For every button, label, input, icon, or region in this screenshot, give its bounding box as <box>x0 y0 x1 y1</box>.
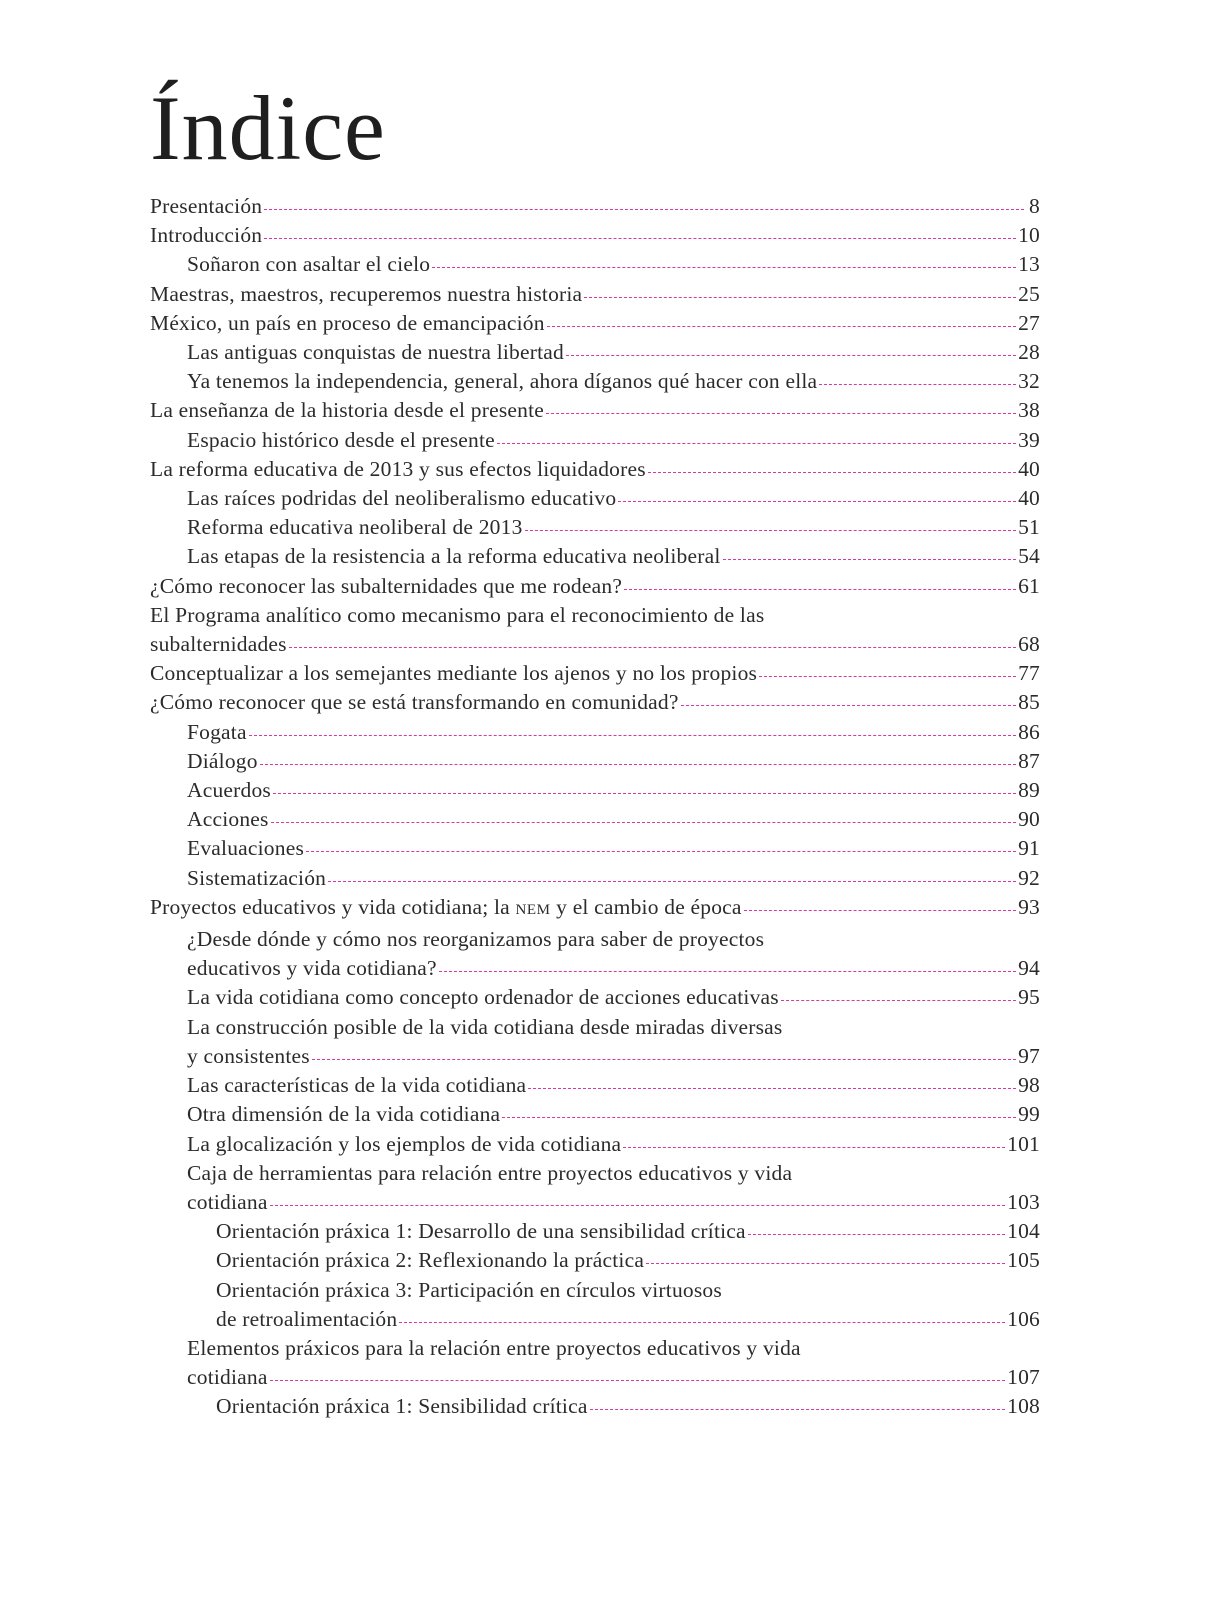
toc-page-number: 108 <box>1007 1394 1040 1419</box>
dotted-leader <box>502 1117 1016 1118</box>
toc-entry-title: Espacio histórico desde el presente <box>187 427 495 452</box>
toc-entry-row <box>187 338 1040 367</box>
toc-entry-title-line: Elementos práxicos para la relación entre proyectos educativos y vida <box>187 1335 801 1360</box>
toc-entry-row <box>216 1217 1040 1246</box>
toc-page-number: 95 <box>1018 985 1040 1010</box>
toc-entry <box>150 688 1040 717</box>
toc-entry-title-line: La construcción posible de la vida cotidiana desde miradas diversas <box>187 1014 783 1039</box>
toc-entry-title: y consistentes <box>187 1043 310 1068</box>
toc-entry-title: Acuerdos <box>187 778 271 803</box>
dotted-leader <box>546 413 1016 414</box>
dotted-leader <box>270 1205 1006 1206</box>
toc-page-number: 94 <box>1018 956 1040 981</box>
toc-entry-row <box>187 250 1040 279</box>
dotted-leader <box>432 267 1016 268</box>
toc-entry-row <box>150 396 1040 425</box>
dotted-leader <box>312 1059 1016 1060</box>
toc-entry <box>150 1159 1040 1217</box>
toc-entry <box>150 572 1040 601</box>
toc-entry <box>150 1392 1040 1421</box>
toc-entry-title: Ya tenemos la independencia, general, ahora díganos qué hacer con ella <box>187 369 818 394</box>
toc-entry <box>150 747 1040 776</box>
toc-entry-title: La reforma educativa de 2013 y sus efectos liquidadores <box>150 456 646 481</box>
toc-entry-row <box>187 426 1040 455</box>
toc-entry-row <box>150 659 1040 688</box>
toc-page-number: 99 <box>1018 1102 1040 1127</box>
toc-entry-title-line: Orientación práxica 3: Participación en círculos virtuosos <box>216 1277 722 1302</box>
toc-page-number: 86 <box>1018 719 1040 744</box>
toc-page-number: 51 <box>1018 515 1040 540</box>
toc-entry-row <box>187 805 1040 834</box>
toc-entry-title: Las características de la vida cotidiana <box>187 1073 527 1098</box>
toc-entry <box>150 805 1040 834</box>
dotted-leader <box>264 238 1016 239</box>
toc-page-number: 40 <box>1018 456 1040 481</box>
toc-entry-title-line: El Programa analítico como mecanismo para el reconocimiento de las <box>150 602 765 627</box>
toc-entry <box>150 192 1040 221</box>
dotted-leader <box>271 822 1016 823</box>
toc-entry-row <box>187 1130 1040 1159</box>
toc-entry-title: Presentación <box>150 194 263 218</box>
dotted-leader <box>528 1088 1016 1089</box>
toc-entry-title: de retroalimentación <box>216 1306 398 1331</box>
toc-page-number: 107 <box>1007 1365 1040 1390</box>
toc-entry-row <box>150 893 1040 925</box>
toc-page-number: 77 <box>1018 661 1040 686</box>
toc-entry-title: Soñaron con asaltar el cielo <box>187 252 431 277</box>
dotted-leader <box>249 735 1016 736</box>
dotted-leader <box>819 384 1016 385</box>
toc-page-number: 40 <box>1018 486 1040 511</box>
toc-entry <box>150 1071 1040 1100</box>
toc-page-number: 25 <box>1018 281 1040 306</box>
toc-page-number: 87 <box>1018 748 1040 773</box>
toc-entry-row <box>150 309 1040 338</box>
toc-entry <box>150 367 1040 396</box>
toc-entry-title: Sistematización <box>187 865 327 890</box>
toc-page-number: 90 <box>1018 807 1040 832</box>
toc-entry <box>150 776 1040 805</box>
toc-entry-row <box>216 1392 1040 1421</box>
dotted-leader <box>681 705 1016 706</box>
toc-entry-title: Conceptualizar a los semejantes mediante los ajenos y no los propios <box>150 661 758 686</box>
toc-entry <box>150 659 1040 688</box>
toc-entry <box>150 280 1040 309</box>
toc-entry <box>150 1130 1040 1159</box>
dotted-leader <box>525 530 1017 531</box>
toc-page-number: 105 <box>1007 1248 1040 1273</box>
toc-entry <box>150 925 1040 983</box>
toc-entry-title: Otra dimensión de la vida cotidiana <box>187 1102 501 1127</box>
toc-entry-row <box>187 864 1040 893</box>
toc-entry-title: ¿Cómo reconocer que se está transformando en comunidad? <box>150 690 679 715</box>
dotted-leader <box>270 1380 1006 1381</box>
dotted-leader <box>566 355 1016 356</box>
toc-page-number: 101 <box>1007 1131 1040 1156</box>
toc-entry-title: Las antiguas conquistas de nuestra libertad <box>187 340 564 365</box>
toc-entry <box>150 1013 1040 1071</box>
dotted-leader <box>646 1263 1005 1264</box>
dotted-leader <box>744 910 1016 911</box>
toc-page-number: 8 <box>1029 194 1040 218</box>
toc-entry <box>150 309 1040 338</box>
dotted-leader <box>289 647 1016 648</box>
dotted-leader <box>748 1234 1005 1235</box>
toc-page-number: 93 <box>1018 894 1040 919</box>
toc-entry-title: Introducción <box>150 223 263 248</box>
table-of-contents <box>150 192 1040 1422</box>
toc-entry-row <box>187 747 1040 776</box>
toc-entry-title: Las etapas de la resistencia a la reforma educativa neoliberal <box>187 544 721 569</box>
dotted-leader <box>547 326 1016 327</box>
dotted-leader <box>648 472 1016 473</box>
toc-entry <box>150 893 1040 925</box>
toc-entry-row <box>187 367 1040 396</box>
toc-entry-title: subalternidades <box>150 632 287 657</box>
toc-entry-row <box>187 776 1040 805</box>
toc-entry-title: Maestras, maestros, recuperemos nuestra historia <box>150 281 583 306</box>
toc-entry <box>150 426 1040 455</box>
toc-page-number: 68 <box>1018 632 1040 657</box>
dotted-leader <box>781 1000 1016 1001</box>
toc-entry <box>150 983 1040 1012</box>
toc-entry <box>150 718 1040 747</box>
toc-entry-title: Reforma educativa neoliberal de 2013 <box>187 515 523 540</box>
toc-page-number: 85 <box>1018 690 1040 715</box>
toc-entry-row <box>187 718 1040 747</box>
page-title: Índice <box>150 77 386 179</box>
dotted-leader <box>264 209 1024 210</box>
toc-entry-title: La vida cotidiana como concepto ordenador de acciones educativas <box>187 985 779 1010</box>
toc-entry-title: cotidiana <box>187 1365 268 1390</box>
toc-entry-row <box>187 1100 1040 1129</box>
toc-page-number: 32 <box>1018 369 1040 394</box>
toc-entry-row <box>150 280 1040 309</box>
toc-page-number: 104 <box>1007 1219 1040 1244</box>
toc-page-number: 97 <box>1018 1043 1040 1068</box>
toc-entry <box>150 1100 1040 1129</box>
toc-entry <box>150 542 1040 571</box>
toc-entry-row <box>216 1246 1040 1275</box>
dotted-leader <box>723 559 1017 560</box>
toc-entry <box>150 1276 1040 1334</box>
toc-entry-row <box>187 954 1040 983</box>
dotted-leader <box>624 589 1016 590</box>
toc-entry-row <box>187 834 1040 863</box>
toc-entry-title: Orientación práxica 2: Reflexionando la práctica <box>216 1248 645 1273</box>
toc-entry <box>150 1217 1040 1246</box>
toc-entry-row <box>187 1188 1040 1217</box>
toc-entry <box>150 484 1040 513</box>
toc-page-number: 54 <box>1018 544 1040 569</box>
toc-entry <box>150 834 1040 863</box>
toc-page-number: 91 <box>1018 836 1040 861</box>
toc-entry-row <box>187 542 1040 571</box>
toc-entry-title: educativos y vida cotidiana? <box>187 956 437 981</box>
toc-entry-row <box>187 983 1040 1012</box>
toc-entry <box>150 455 1040 484</box>
toc-entry <box>150 513 1040 542</box>
dotted-leader <box>260 764 1016 765</box>
toc-entry-title: Fogata <box>187 719 247 744</box>
toc-entry-row <box>150 572 1040 601</box>
dotted-leader <box>273 793 1016 794</box>
dotted-leader <box>618 501 1016 502</box>
dotted-leader <box>584 297 1016 298</box>
toc-entry-row <box>150 192 1040 221</box>
toc-entry-title: ¿Cómo reconocer las subalternidades que me rodean? <box>150 573 623 598</box>
toc-entry-title: Las raíces podridas del neoliberalismo educativo <box>187 486 617 511</box>
toc-entry-title: Evaluaciones <box>187 836 305 861</box>
dotted-leader <box>590 1409 1006 1410</box>
dotted-leader <box>306 851 1016 852</box>
toc-entry <box>150 221 1040 250</box>
dotted-leader <box>759 676 1016 677</box>
dotted-leader <box>497 443 1016 444</box>
dotted-leader <box>399 1322 1005 1323</box>
toc-entry-row <box>216 1305 1040 1334</box>
toc-entry-title: Orientación práxica 1: Sensibilidad crítica <box>216 1394 588 1419</box>
toc-entry-title: cotidiana <box>187 1189 268 1214</box>
toc-page-number: 10 <box>1018 223 1040 248</box>
toc-entry <box>150 1334 1040 1392</box>
toc-entry-row <box>150 455 1040 484</box>
toc-entry-row <box>150 630 1040 659</box>
toc-entry-row <box>187 1071 1040 1100</box>
dotted-leader <box>328 881 1016 882</box>
toc-entry-title-line: ¿Desde dónde y cómo nos reorganizamos para saber de proyectos <box>187 927 765 952</box>
toc-entry-title: México, un país en proceso de emancipación <box>150 310 545 335</box>
toc-page-number: 39 <box>1018 427 1040 452</box>
toc-page-number: 61 <box>1018 573 1040 598</box>
toc-entry-row <box>187 513 1040 542</box>
toc-entry <box>150 864 1040 893</box>
toc-page-number: 38 <box>1018 398 1040 423</box>
toc-entry <box>150 338 1040 367</box>
toc-entry-row <box>150 688 1040 717</box>
toc-entry-title-line: Caja de herramientas para relación entre proyectos educativos y vida <box>187 1160 793 1185</box>
toc-entry-title: Diálogo <box>187 748 258 773</box>
toc-page-number: 98 <box>1018 1073 1040 1098</box>
toc-page-number: 92 <box>1018 865 1040 890</box>
toc-entry-row <box>187 1042 1040 1071</box>
toc-entry-row <box>187 484 1040 513</box>
toc-entry <box>150 601 1040 659</box>
toc-entry-title: La enseñanza de la historia desde el presente <box>150 398 545 423</box>
toc-page-number: 13 <box>1018 252 1040 277</box>
toc-page-number: 106 <box>1007 1306 1040 1331</box>
toc-page-number: 89 <box>1018 778 1040 803</box>
toc-page-number: 103 <box>1007 1189 1040 1214</box>
toc-entry-title: La glocalización y los ejemplos de vida cotidiana <box>187 1131 622 1156</box>
dotted-leader <box>623 1147 1005 1148</box>
toc-entry-title: Acciones <box>187 807 269 832</box>
toc-entry-title: Orientación práxica 1: Desarrollo de una sensibilidad crítica <box>216 1219 746 1244</box>
toc-entry-title: Proyectos educativos y vida cotidiana; la NEM y el cambio de época <box>150 894 742 919</box>
toc-entry-row <box>187 1363 1040 1392</box>
toc-entry <box>150 250 1040 279</box>
toc-entry-row <box>150 221 1040 250</box>
toc-entry <box>150 396 1040 425</box>
dotted-leader <box>439 971 1016 972</box>
toc-entry <box>150 1246 1040 1275</box>
toc-page-number: 28 <box>1018 340 1040 365</box>
toc-page-number: 27 <box>1018 310 1040 335</box>
